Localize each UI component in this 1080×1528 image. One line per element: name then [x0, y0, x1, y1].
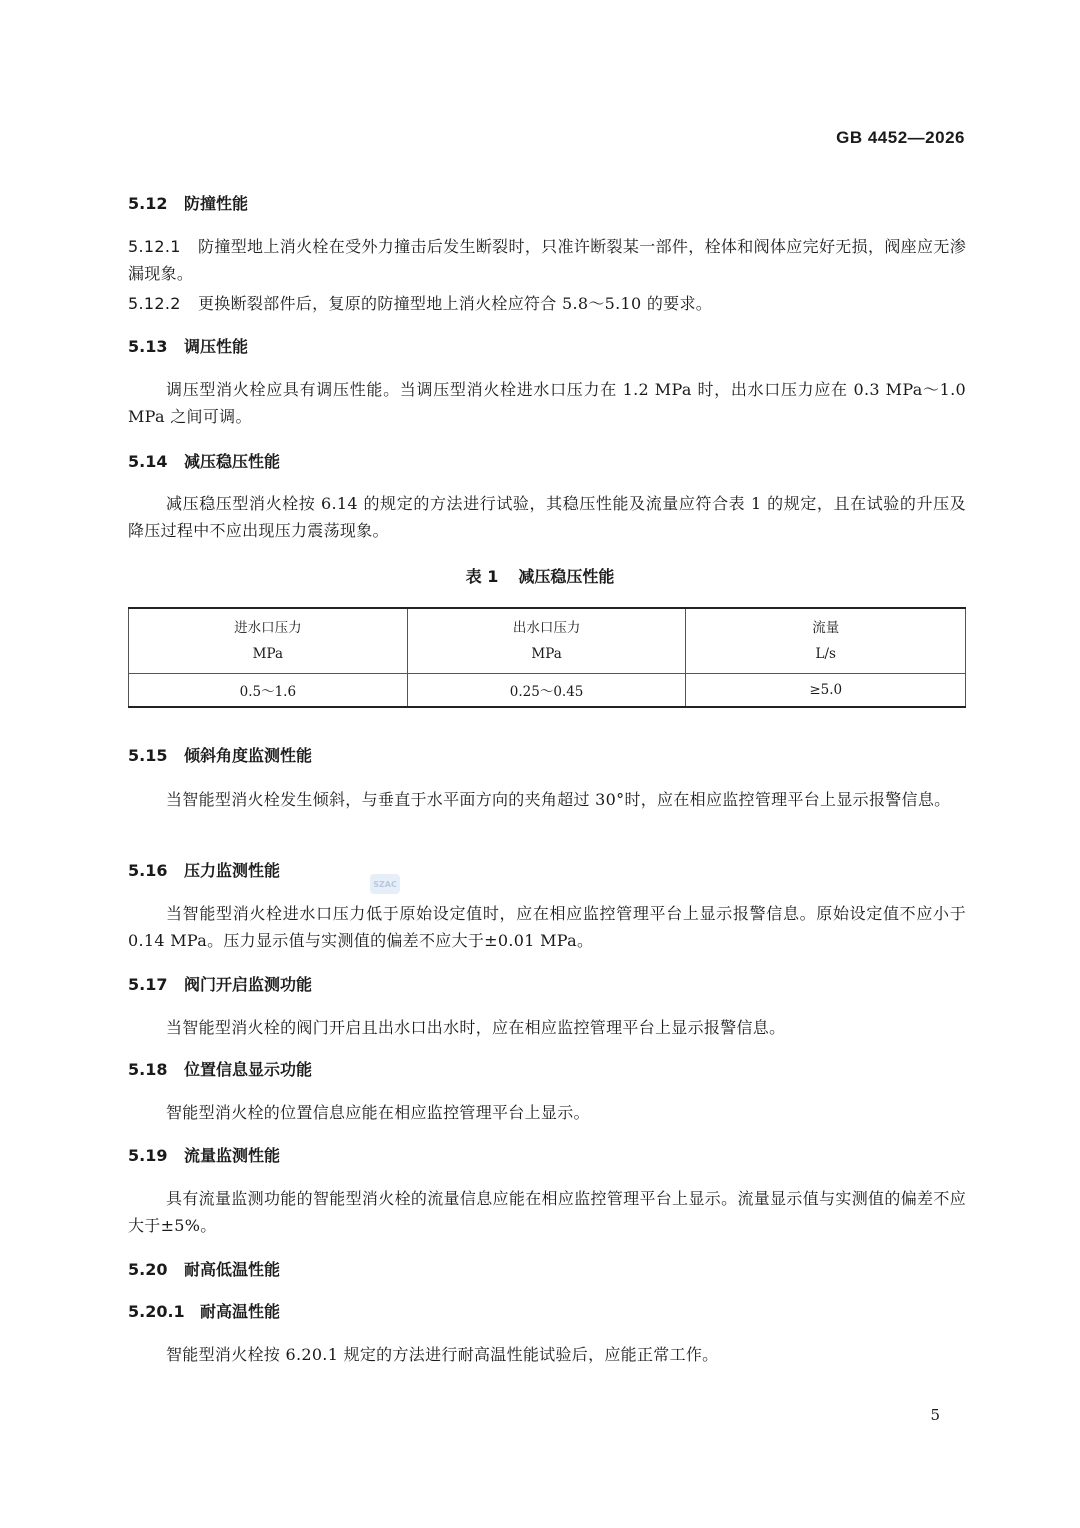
table-header-row: [129, 608, 966, 674]
heading-title: 调压性能: [184, 337, 249, 356]
table-cell: 0.25～0.45: [407, 674, 686, 708]
header-cell-inlet-pressure: [129, 608, 408, 674]
heading-number: 5.20.1: [128, 1302, 185, 1321]
heading-title: 防撞性能: [184, 194, 249, 213]
paragraph-5-14: 减压稳压型消火栓按 6.14 的规定的方法进行试验，其稳压性能及流量应符合表 1 的规定，且在试验的升压及降压过程中不应出现压力震荡现象。: [128, 494, 966, 540]
table-cell: 0.5～1.6: [129, 674, 408, 708]
heading-title: 耐高低温性能: [184, 1260, 281, 1279]
heading-5-18: [128, 1059, 312, 1081]
standard-code: GB 4452—2026: [836, 128, 965, 147]
heading-number: 5.15: [128, 746, 168, 765]
page-number: 5: [930, 1406, 940, 1424]
table-row: [129, 674, 966, 708]
table-cell: ≥5.0: [686, 674, 966, 708]
clause-5-12-1: [128, 233, 966, 287]
paragraph-5-15: 当智能型消火栓发生倾斜，与垂直于水平面方向的夹角超过 30°时，应在相应监控管理平台上显示报警信息。: [166, 790, 951, 809]
heading-number: 5.19: [128, 1146, 168, 1165]
heading-title: 位置信息显示功能: [184, 1060, 313, 1079]
heading-title: 流量监测性能: [184, 1146, 281, 1165]
heading-number: 5.12: [128, 194, 168, 213]
heading-5-20: [128, 1259, 280, 1281]
header-cell-outlet-pressure: [407, 608, 686, 674]
clause-text: 防撞型地上消火栓在受外力撞击后发生断裂时，只准许断裂某一部件，栓体和阀体应完好无损，阀座应无渗漏现象。: [128, 237, 966, 283]
header-name: 出水口压力: [512, 620, 581, 636]
heading-title: 倾斜角度监测性能: [184, 746, 313, 765]
header-name: 流量: [812, 620, 840, 636]
paragraph-5-18: 智能型消火栓的位置信息应能在相应监控管理平台上显示。: [166, 1103, 590, 1122]
paragraph-5-16: 当智能型消火栓进水口压力低于原始设定值时，应在相应监控管理平台上显示报警信息。原始设定值不应小于 0.14 MPa。压力显示值与实测值的偏差不应大于±0.01 MPa。: [128, 904, 966, 950]
table-caption: [0, 566, 1080, 588]
heading-5-12: [128, 193, 248, 215]
clause-number: 5.12.1: [128, 237, 181, 256]
heading-number: 5.18: [128, 1060, 168, 1079]
header-unit: L/s: [815, 646, 836, 662]
paragraph-5-13: 调压型消火栓应具有调压性能。当调压型消火栓进水口压力在 1.2 MPa 时，出水口压力应在 0.3 MPa～1.0 MPa 之间可调。: [128, 380, 966, 426]
heading-5-13: [128, 336, 248, 358]
heading-5-16: [128, 860, 280, 882]
table-caption-number: 表 1: [465, 567, 499, 586]
table-caption-title: 减压稳压性能: [518, 567, 615, 586]
heading-number: 5.16: [128, 861, 168, 880]
clause-number: 5.12.2: [128, 294, 181, 313]
header-cell-flow: [686, 608, 966, 674]
table-1: [128, 607, 966, 708]
watermark-logo: SZAC: [370, 874, 400, 894]
heading-5-20-1: [128, 1301, 280, 1323]
heading-title: 阀门开启监测功能: [184, 975, 313, 994]
heading-5-14: [128, 451, 280, 473]
heading-number: 5.17: [128, 975, 168, 994]
heading-number: 5.14: [128, 452, 168, 471]
paragraph-5-17: 当智能型消火栓的阀门开启且出水口出水时，应在相应监控管理平台上显示报警信息。: [166, 1018, 786, 1037]
paragraph-5-20-1: 智能型消火栓按 6.20.1 规定的方法进行耐高温性能试验后，应能正常工作。: [166, 1345, 719, 1364]
heading-title: 耐高温性能: [200, 1302, 281, 1321]
heading-5-15: [128, 745, 312, 767]
heading-number: 5.20: [128, 1260, 168, 1279]
clause-text: 更换断裂部件后，复原的防撞型地上消火栓应符合 5.8～5.10 的要求。: [198, 294, 713, 313]
heading-5-17: [128, 974, 312, 996]
header-unit: MPa: [531, 646, 562, 662]
clause-5-12-2: [128, 290, 966, 317]
heading-number: 5.13: [128, 337, 168, 356]
heading-5-19: [128, 1145, 280, 1167]
heading-title: 减压稳压性能: [184, 452, 281, 471]
header-name: 进水口压力: [234, 620, 302, 636]
header-unit: MPa: [252, 646, 284, 662]
paragraph-5-19: 具有流量监测功能的智能型消火栓的流量信息应能在相应监控管理平台上显示。流量显示值与实测值的偏差不应大于±5%。: [128, 1189, 966, 1235]
heading-title: 压力监测性能: [184, 861, 281, 880]
